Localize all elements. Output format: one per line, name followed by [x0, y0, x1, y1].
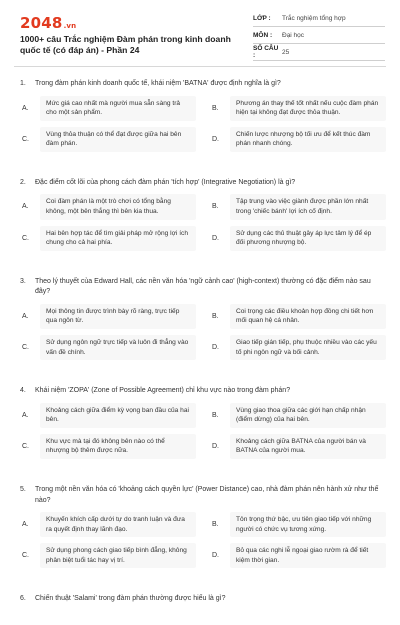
header-divider — [14, 66, 386, 67]
option-letter: B. — [212, 521, 219, 529]
question-number: 4. — [20, 387, 26, 395]
answer-option[interactable] — [20, 226, 196, 251]
answer-option[interactable] — [20, 127, 196, 152]
info-row-subject — [253, 27, 385, 44]
question-number: 1. — [20, 80, 26, 87]
question-text — [20, 277, 386, 298]
question-body: Chiến thuật 'Salami' trong đàm phán thường được hiểu là gì? — [35, 595, 226, 603]
info-row-count — [253, 44, 385, 61]
question-body: Theo lý thuyết của Edward Hall, các nền văn hóa 'ngữ cảnh cao' (high-context) thường có đặc điểm nào sau đây? — [35, 277, 371, 296]
answer-option[interactable] — [20, 304, 196, 329]
answer-option[interactable] — [20, 96, 196, 121]
option-text: Phương án thay thế tốt nhất nếu cuộc đàm phán hiện tại không đạt được thỏa thuận. — [230, 96, 386, 121]
option-letter: C. — [22, 552, 29, 560]
info-value: Đại học — [282, 31, 305, 39]
option-text: Tôn trọng thứ bậc, ưu tiên giao tiếp với những người có chức vụ tương xứng. — [230, 512, 386, 537]
option-letter: B. — [212, 104, 219, 112]
option-text: Coi trọng các điều khoản hợp đồng chi tiết hơn mối quan hệ cá nhân. — [230, 304, 386, 329]
question-item — [20, 386, 386, 465]
answer-option[interactable] — [20, 335, 196, 360]
page-title: 1000+ câu Trắc nghiệm Đàm phán trong kinh doanh quốc tế (có đáp án) - Phần 24 — [20, 34, 231, 55]
answer-options — [20, 96, 386, 158]
option-text: Khoảng cách giữa BATNA của người bán và BATNA của người mua. — [230, 434, 386, 459]
info-label: SỐ CÂU : — [253, 45, 279, 59]
option-text: Vùng thỏa thuận có thể đạt được giữa hai bên đàm phán. — [40, 127, 196, 152]
option-letter: D. — [212, 135, 219, 143]
option-letter: C. — [22, 442, 29, 450]
option-text: Mọi thông tin được trình bày rõ ràng, trực tiếp qua ngôn từ. — [40, 304, 196, 329]
option-letter: D. — [212, 442, 219, 450]
option-letter: A. — [22, 521, 29, 529]
answer-option[interactable] — [210, 403, 386, 428]
option-text: Sử dụng ngôn ngữ trực tiếp và luôn đi thẳng vào vấn đề chính. — [40, 335, 196, 360]
question-item — [20, 277, 386, 366]
question-body: Trong đàm phán kinh doanh quốc tế, khái niệm 'BATNA' được định nghĩa là gì? — [35, 80, 281, 87]
answer-option[interactable] — [210, 335, 386, 360]
option-text: Vùng giao thoa giữa các giới hạn chấp nhận (điểm dừng) của hai bên. — [230, 403, 386, 428]
question-list — [20, 79, 386, 625]
answer-option[interactable] — [210, 194, 386, 219]
option-text: Khoảng cách giữa điểm kỳ vọng ban đầu của hai bên. — [40, 403, 196, 428]
option-text: Tập trung vào việc giành được phần lớn nhất trong 'chiếc bánh' lợi ích cố định. — [230, 194, 386, 219]
info-value: Trắc nghiệm tổng hợp — [282, 14, 346, 22]
option-letter: A. — [22, 104, 29, 112]
question-number: 3. — [20, 277, 26, 285]
answer-option[interactable] — [20, 543, 196, 568]
option-letter: D. — [212, 234, 219, 242]
question-text — [20, 386, 386, 397]
question-body: Khái niệm 'ZOPA' (Zone of Possible Agreement) chỉ khu vực nào trong đàm phán? — [35, 387, 291, 395]
info-label: LỚP : — [253, 14, 271, 22]
exam-info-panel — [253, 10, 385, 61]
option-letter: D. — [212, 552, 219, 560]
option-text: Coi đàm phán là một trò chơi có tổng bằng không, một bên thắng thì bên kia thua. — [40, 194, 196, 219]
question-number: 5. — [20, 486, 26, 493]
option-letter: D. — [212, 344, 219, 352]
answer-option[interactable] — [20, 403, 196, 428]
logo-tld: .vn — [63, 22, 77, 30]
option-letter: B. — [212, 411, 219, 419]
option-letter: A. — [22, 312, 29, 320]
answer-options — [20, 304, 386, 366]
option-text: Khu vực mà tại đó không bên nào có thể nhượng bộ thêm được nữa. — [40, 434, 196, 459]
question-item — [20, 79, 386, 158]
info-value: 25 — [282, 48, 290, 56]
answer-option[interactable] — [20, 512, 196, 537]
option-letter: C. — [22, 135, 29, 143]
answer-options — [20, 194, 386, 256]
info-row-class — [253, 10, 385, 27]
answer-options — [20, 403, 386, 465]
option-text: Bỏ qua các nghi lễ ngoại giao rườm rà để tiết kiệm thời gian. — [230, 543, 386, 568]
answer-options — [20, 512, 386, 574]
answer-option[interactable] — [210, 434, 386, 459]
answer-option[interactable] — [210, 304, 386, 329]
answer-option[interactable] — [210, 512, 386, 537]
option-text: Sử dụng các thủ thuật gây áp lực tâm lý để ép đối phương nhượng bộ. — [230, 226, 386, 251]
option-letter: A. — [22, 203, 29, 211]
option-letter: A. — [22, 411, 29, 419]
question-body: Trong một nền văn hóa có 'khoảng cách quyền lực' (Power Distance) cao, nhà đàm phán nên hành xử như thế nào? — [35, 486, 379, 504]
question-text — [20, 79, 386, 90]
answer-option[interactable] — [210, 226, 386, 251]
page-header — [0, 0, 400, 62]
option-text: Mức giá cao nhất mà người mua sẵn sàng trả cho một sản phẩm. — [40, 96, 196, 121]
option-letter: C. — [22, 344, 29, 352]
option-text: Hai bên hợp tác để tìm giải pháp mở rộng lợi ích chung cho cả hai phía. — [40, 226, 196, 251]
option-text: Sử dụng phong cách giao tiếp bình đẳng, không phân biệt tuổi tác hay vị trí. — [40, 543, 196, 568]
answer-option[interactable] — [20, 194, 196, 219]
question-number: 6. — [20, 595, 26, 603]
site-logo[interactable] — [20, 14, 76, 32]
option-text: Khuyến khích cấp dưới tự do tranh luận và đưa ra quyết định thay lãnh đạo. — [40, 512, 196, 537]
question-text — [20, 485, 386, 506]
answer-option[interactable] — [210, 127, 386, 152]
option-letter: B. — [212, 312, 219, 320]
option-letter: C. — [22, 234, 29, 242]
option-text: Chiến lược nhượng bộ tối ưu để kết thúc đàm phán nhanh chóng. — [230, 127, 386, 152]
question-item — [20, 178, 386, 257]
info-label: MÔN : — [253, 31, 273, 39]
answer-option[interactable] — [20, 434, 196, 459]
question-text — [20, 178, 386, 189]
answer-option[interactable] — [210, 96, 386, 121]
answer-option[interactable] — [210, 543, 386, 568]
option-letter: B. — [212, 203, 219, 211]
question-number: 2. — [20, 178, 26, 186]
option-text: Giao tiếp gián tiếp, phụ thuộc nhiều vào các yếu tố phi ngôn ngữ và bối cảnh. — [230, 335, 386, 360]
logo-text: 2048 — [20, 14, 63, 32]
question-item — [20, 485, 386, 574]
question-body: Đặc điểm cốt lõi của phong cách đàm phán 'tích hợp' (Integrative Negotiation) là gì? — [35, 178, 296, 186]
